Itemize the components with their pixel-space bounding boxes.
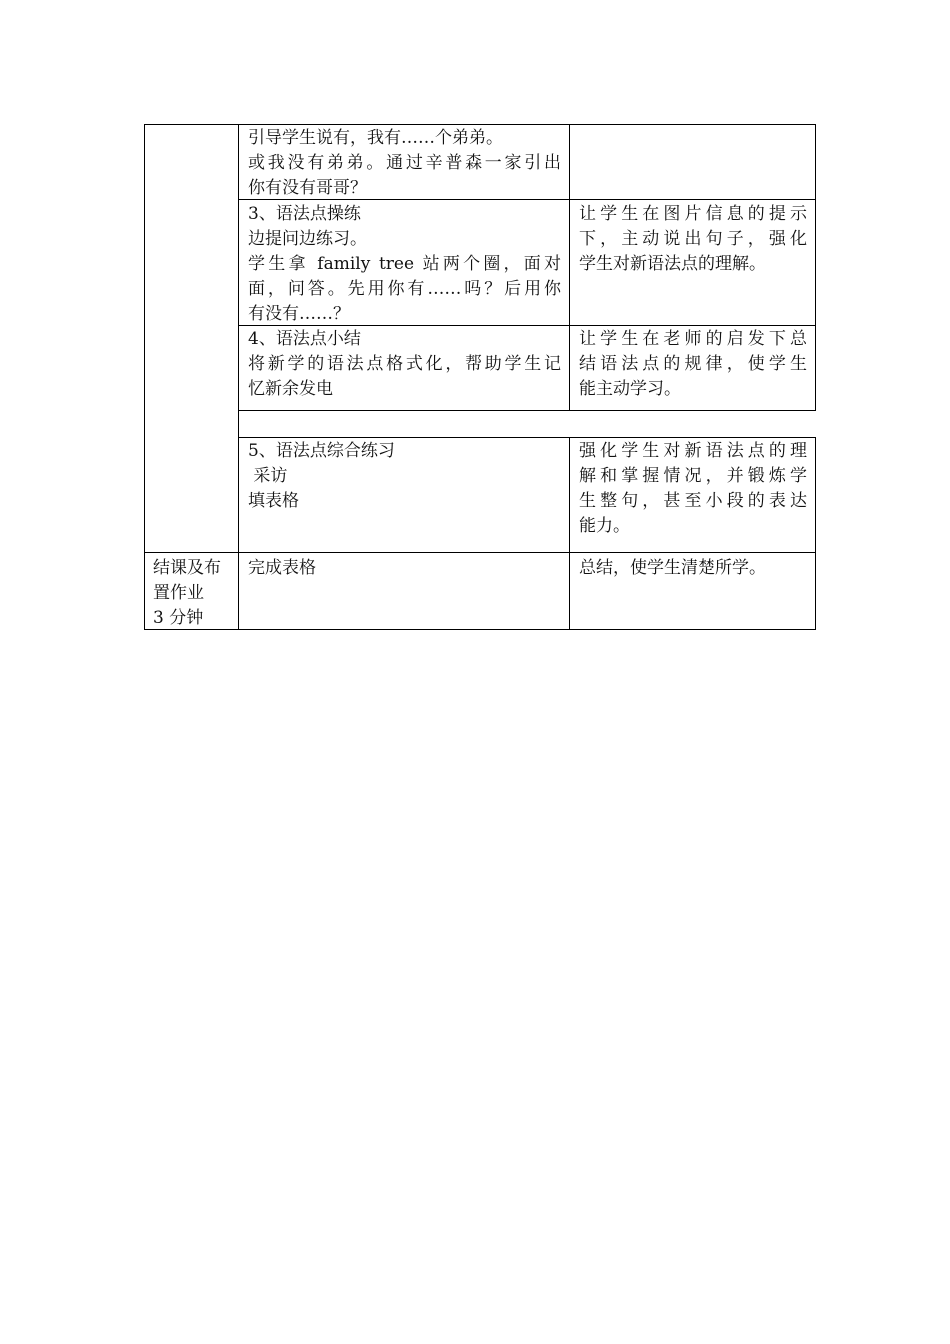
closing-stage (153, 556, 233, 631)
text-line: 或我没有弟弟。通过辛普森一家引出 (248, 153, 561, 173)
text-line: 强化学生对新语法点的理 (579, 441, 807, 461)
text-line: 将新学的语法点格式化，帮助学生记 (248, 354, 561, 374)
row-2-purpose (579, 202, 807, 277)
text-line: 下，主动说出句子，强化 (579, 229, 807, 249)
row-1-activity (248, 126, 561, 201)
text-line: 完成表格 (248, 558, 316, 578)
row-4-activity (248, 439, 561, 514)
text-line: 填表格 (248, 491, 299, 511)
text-line: 结语法点的规律，使学生 (579, 354, 807, 374)
closing-purpose (579, 556, 807, 581)
row-4-purpose (579, 439, 807, 539)
text-line: 学生对新语法点的理解。 (579, 254, 766, 274)
text-line: 结课及布 (153, 558, 221, 578)
text-line: 解和掌握情况，并锻炼学 (579, 466, 807, 486)
text-line: 能主动学习。 (579, 379, 681, 399)
text-line: 生整句，甚至小段的表达 (579, 491, 807, 511)
step-heading: 5、语法点综合练习 (248, 441, 395, 461)
text-line: 引导学生说有，我有……个弟弟。 (248, 128, 503, 148)
text-line: 总结，使学生清楚所学。 (579, 558, 766, 578)
text-line: 忆新余发电 (248, 379, 333, 399)
text-line: 采访 (248, 466, 288, 486)
text-line: 边提问边练习。 (248, 229, 367, 249)
row-3-activity (248, 327, 561, 402)
text-line: 置作业 (153, 583, 204, 603)
text-line: 能力。 (579, 516, 630, 536)
text-line: 有没有……？ (248, 304, 350, 324)
text-line: 你有没有哥哥？ (248, 178, 367, 198)
closing-activity (248, 556, 561, 581)
row-2-activity (248, 202, 561, 327)
text-line: 让学生在老师的启发下总 (579, 329, 807, 349)
step-heading: 3、语法点操练 (248, 204, 361, 224)
text-line: 面，问答。先用你有……吗？后用你 (248, 279, 561, 299)
text-line: 让学生在图片信息的提示 (579, 204, 807, 224)
row-3-purpose (579, 327, 807, 402)
text-line: 3 分钟 (153, 608, 204, 628)
step-heading: 4、语法点小结 (248, 329, 361, 349)
text-line: 学生拿 family tree 站两个圈，面对 (248, 254, 561, 274)
